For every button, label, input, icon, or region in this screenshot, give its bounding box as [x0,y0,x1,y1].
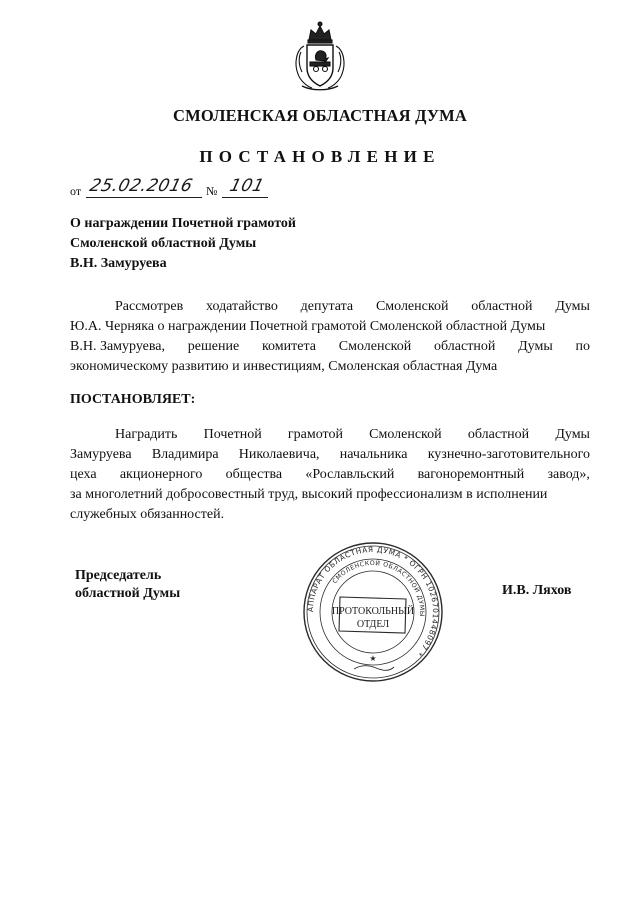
stamp-line-1: ПРОТОКОЛЬНЫЙ [331,606,415,617]
paragraph-line: за многолетний добросовестный труд, высокий профессионализм в исполнении [70,487,548,502]
coat-of-arms-icon [292,20,348,92]
paragraph-line: экономическому развитию и инвестициям, Смоленская областная Дума [70,359,498,374]
position-line: Председатель [75,568,162,583]
signatory-name: И.В. Ляхов [502,583,572,598]
official-seal-stamp [302,541,444,683]
paragraph-line: Ю.А. Черняка о награждении Почетной грамотой Смоленской областной Думы [70,319,546,334]
document-subject [70,214,370,274]
paragraph-line: Наградить Почетной грамотой Смоленской областной Думы [115,427,590,442]
document-number: 101 [227,176,267,196]
organization-title: СМОЛЕНСКАЯ ОБЛАСТНАЯ ДУМА [172,106,468,125]
consideration-paragraph [70,297,590,377]
paragraph-line: В.Н. Замуруева, решение комитета Смоленской областной Думы по [70,339,590,354]
paragraph-line: служебных обязанностей. [70,507,225,522]
subject-line: Смоленской областной Думы [70,236,257,251]
resolves-heading: ПОСТАНОВЛЯЕТ: [70,392,196,407]
subject-line: В.Н. Замуруева [70,256,167,271]
signatory-position [75,567,180,603]
svg-text:★: ★ [369,654,377,663]
seal-inner-text: СМОЛЕНСКОЙ ОБЛАСТНОЙ ДУМЫ [331,559,426,617]
document-type: ПОСТАНОВЛЕНИЕ [199,147,441,166]
paragraph-line: цеха акционерного общества «Рославльский вагоноремонтный завод», [70,467,590,482]
number-label: № [206,184,218,198]
from-label: от [70,184,82,198]
position-line: областной Думы [75,586,181,601]
document-date: 25.02.2016 [87,176,195,196]
seal-outer-text: АППАРАТ ОБЛАСТНАЯ ДУМА * ОГРН 1026701448097 * [305,544,441,659]
paragraph-line: Замуруева Владимира Николаевича, начальника кузнечно-заготовительного [70,447,590,462]
paragraph-line: Рассмотрев ходатайство депутата Смоленской областной Думы [115,299,590,314]
stamp-line-2: ОТДЕЛ [356,619,390,630]
award-paragraph [70,425,590,525]
subject-line: О награждении Почетной грамотой [70,216,296,231]
document-number-line [70,176,290,200]
